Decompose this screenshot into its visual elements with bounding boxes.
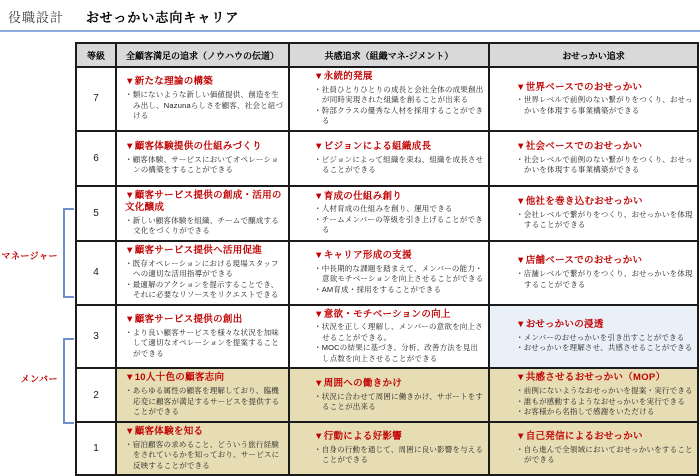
content-cell: [116, 186, 289, 241]
member-bracket: [63, 338, 74, 424]
cell-heading: ▼永続的発展: [314, 71, 373, 82]
cell-bullet: ・顧客体験、サービスにおいてオペレーションの構築をすることができる: [125, 154, 279, 175]
content-cell: [489, 131, 698, 186]
cell-heading: ▼店舗ベースでのおせっかい: [516, 255, 643, 267]
cell-heading: ▼行動による好影響: [314, 431, 403, 442]
cell-bullet: ・新しい顧客体験を組織、チームで醸成する文化をづくりができる: [125, 215, 279, 236]
content-cell: [289, 131, 489, 186]
cell-bullet: ・ビジョンによって組織を束ね、組織を成長させることができる: [314, 154, 484, 175]
content-cell: [116, 131, 289, 186]
career-grade-table: [75, 42, 699, 476]
content-cell: [289, 186, 489, 241]
cell-heading: ▼顧客体験を知る: [125, 425, 204, 437]
grade-cell: 6: [76, 131, 116, 186]
cell-bullet: ・自身の行動を通じて、周囲に良い影響を与えることができる: [314, 444, 484, 465]
cell-bullet: ・既存オペレーションにおける現場スタッフへの適切な活用指導ができる: [125, 258, 279, 278]
manager-bracket: [63, 208, 74, 298]
content-cell: [289, 368, 489, 421]
content-cell: [116, 241, 289, 305]
content-cell: [489, 422, 698, 475]
cell-bullet: ・メンバーのおせっかいを引き出すことができる: [516, 332, 685, 342]
cell-heading: ▼世界ベースでのおせっかい: [516, 81, 643, 93]
titlebar: [8, 7, 239, 27]
cell-bullet: ・AM育成・採用をすることができる: [314, 284, 442, 294]
content-cell: [489, 368, 698, 421]
grade-cell: 1: [76, 422, 116, 475]
title-divider: [0, 30, 700, 32]
cell-bullet: ・おせっかいを理解させ、共感させることができる: [516, 343, 693, 353]
table-row: [76, 67, 698, 131]
cell-bullet: ・類にないような新しい価値提供、創造を生み出し、Nazunaらしさを顧客、社会と紐づける: [125, 90, 284, 121]
cell-bullet: ・人材育成の仕組みを創り、運用できる: [314, 204, 453, 214]
cell-bullet: ・最適解のアクションを提示することでき、それに必要なリソースをリクエストできる: [125, 279, 279, 299]
cell-heading: ▼周囲への働きかけ: [314, 377, 403, 389]
cell-bullet: ・宿泊顧客の求めること、どういう旅行経験をされているかを知っており、サービスに反映することができる: [125, 439, 280, 470]
side-label-member: メンバー: [20, 374, 58, 384]
content-cell: [289, 241, 489, 305]
content-cell: [116, 422, 289, 475]
header-grade: 等級: [76, 43, 116, 67]
cell-bullet: ・前例にないようなおせっかいを提案・実行できる: [516, 386, 693, 396]
cell-heading: ▼顧客サービス提供の創成・活用の文化醸成: [125, 189, 282, 213]
cell-heading: ▼社会ベースでのおせっかい: [516, 140, 643, 152]
cell-bullet: ・誰もが感動するようなおせっかいを実行できる: [516, 396, 686, 406]
content-cell: [116, 67, 289, 131]
cell-heading: ▼顧客体験提供の仕組みづくり: [125, 140, 262, 152]
cell-bullet: ・幹部クラスの優秀な人材を採用することができる: [314, 105, 484, 126]
cell-heading: ▼ビジョンによる組織成長: [314, 140, 432, 152]
grade-cell: 5: [76, 186, 116, 241]
cell-heading: ▼他社を巻き込むおせっかい: [516, 195, 643, 207]
cell-bullet: ・中長期的な課題を踏まえて、メンバーの能力・意欲モチベーションを向上させることができる: [314, 263, 484, 284]
content-cell: [489, 305, 698, 369]
cell-heading: ▼顧客サービス提供へ活用促進: [125, 244, 263, 256]
cell-bullet: ・チームメンバーの等級を引き上げることができる: [314, 214, 483, 235]
table-row: [76, 305, 698, 369]
cell-bullet: ・より良い顧客サービスを様々な状況を加味して適切なオペレーションを提案することができる: [125, 327, 279, 358]
cell-bullet: ・世界レベルで前例のない繋がりをつくり、おせっかいを体現する事業構築ができる: [516, 95, 693, 115]
table-row: [76, 422, 698, 475]
cell-bullet: ・会社レベルで繋がりをつくり、おせっかいを体現することができる: [516, 209, 693, 230]
cell-bullet: ・状況に合わせて周囲に働きかけ、サポートをすることが出来る: [314, 391, 484, 411]
page-title: 役職設計: [8, 10, 65, 25]
table-row: [76, 186, 698, 241]
grade-cell: 7: [76, 67, 116, 131]
grade-cell: 2: [76, 368, 116, 421]
cell-heading: ▼意欲・モチベーションの向上: [314, 308, 451, 320]
content-cell: [116, 305, 289, 369]
table-row: [76, 131, 698, 186]
content-cell: [489, 67, 698, 131]
cell-bullet: ・店舗レベルで繋がりをつくり、おせっかいを体現することができる: [516, 269, 693, 289]
grade-cell: 3: [76, 305, 116, 369]
content-cell: [489, 186, 698, 241]
cell-heading: ▼自己発信によるおせっかい: [516, 431, 643, 442]
header-empathy: 共感追求（組織マネ-ジメント）: [289, 43, 489, 67]
cell-heading: ▼新たな理論の構築: [125, 76, 214, 88]
content-cell: [489, 241, 698, 305]
page-subtitle: おせっかい志向キャリア: [86, 10, 240, 25]
header-customer-satisfaction: 全顧客満足の追求（ノウハウの伝道）: [116, 43, 289, 67]
side-label-manager: マネージャー: [1, 251, 58, 261]
cell-heading: ▼共感させるおせっかい（MOP）: [516, 372, 666, 384]
table-row: [76, 368, 698, 421]
cell-heading: ▼おせっかいの浸透: [516, 319, 604, 330]
content-cell: [116, 368, 289, 421]
table-row: [76, 241, 698, 305]
cell-bullet: ・自ら進んで全領域においておせっかいをすることができる: [516, 444, 693, 465]
header-row: [76, 43, 698, 67]
cell-bullet: ・お客様から名指しで感謝をいただける: [516, 407, 655, 417]
cell-heading: ▼キャリア形成の支援: [314, 249, 412, 261]
cell-bullet: ・あらゆる属性の顧客を理解しており、臨機応変に顧客が満足するサービスを提供することができる: [125, 386, 280, 417]
cell-heading: ▼顧客サービス提供の創出: [125, 313, 243, 325]
content-cell: [289, 67, 489, 131]
cell-bullet: ・社員ひとりひとりの成長と会社全体の成果創出が同時実現された組織を創ることが出来る: [314, 84, 484, 105]
cell-heading: ▼育成の仕組み創り: [314, 190, 403, 202]
header-osekkai: おせっかい追求: [489, 43, 698, 67]
content-cell: [289, 305, 489, 369]
cell-bullet: ・状況を正しく理解し、メンバーの意欲を向上させることができる。: [314, 322, 483, 342]
cell-heading: ▼10人十色の顧客志向: [125, 372, 225, 384]
cell-bullet: ・MOCの結果に基づき、分析、改善方法を見出し点数を向上させることができる: [314, 343, 479, 363]
cell-bullet: ・社会レベルで前例のない繋がりをつくり、おせっかいを体現する事業構築ができる: [516, 154, 693, 175]
content-cell: [289, 422, 489, 475]
grade-cell: 4: [76, 241, 116, 305]
